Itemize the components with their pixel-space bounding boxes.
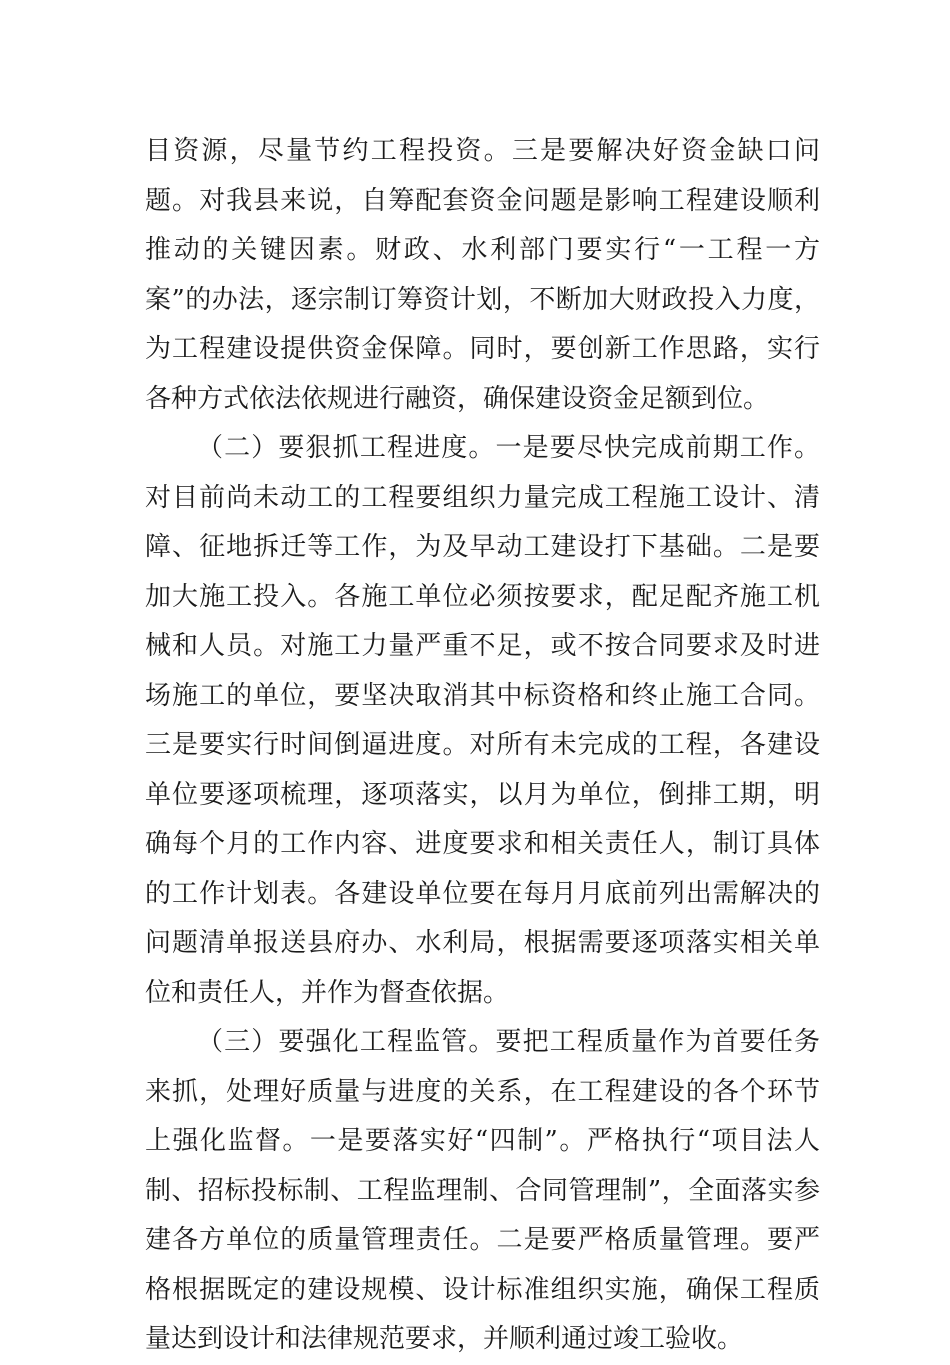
paragraph-section-2: （二）要狠抓工程进度。一是要尽快完成前期工作。对目前尚未动工的工程要组织力量完成工程施工设计、清障、征地拆迁等工作，为及早动工建设打下基础。二是要加大施工投入。各施工单位必须按要求，配足配齐施工机械和人员。对施工力量严重不足，或不按合同要求及时进场施工的单位，要坚决取消其中标资格和终止施工合同。三是要实行时间倒逼进度。对所有未完成的工程，各建设单位要逐项梳理，逐项落实，以月为单位，倒排工期，明确每个月的工作内容、进度要求和相关责任人，制订具体的工作计划表。各建设单位要在每月月底前列出需解决的问题清单报送县府办、水利局，根据需要逐项落实相关单位和责任人，并作为督查依据。 bbox=[145, 433, 820, 1008]
paragraph-continuation: 目资源，尽量节约工程投资。三是要解决好资金缺口问题。对我县来说，自筹配套资金问题是影响工程建设顺利推动的关键因素。财政、水利部门要实行“一工程一方案”的办法，逐宗制订筹资计划，不断加大财政投入力度，为工程建设提供资金保障。同时，要创新工作思路，实行各种方式依法依规进行融资，确保建设资金足额到位。 bbox=[145, 136, 820, 414]
paragraph-section-3: （三）要强化工程监管。要把工程质量作为首要任务来抓，处理好质量与进度的关系，在工程建设的各个环节上强化监督。一是要落实好“四制”。严格执行“项目法人制、招标投标制、工程监理制、合同管理制”，全面落实参建各方单位的质量管理责任。二是要严格质量管理。要严格根据既定的建设规模、设计标准组织实施，确保工程质量达到设计和法律规范要求，并顺利通过竣工验收。 bbox=[145, 1027, 820, 1354]
document-body bbox=[145, 127, 820, 1365]
